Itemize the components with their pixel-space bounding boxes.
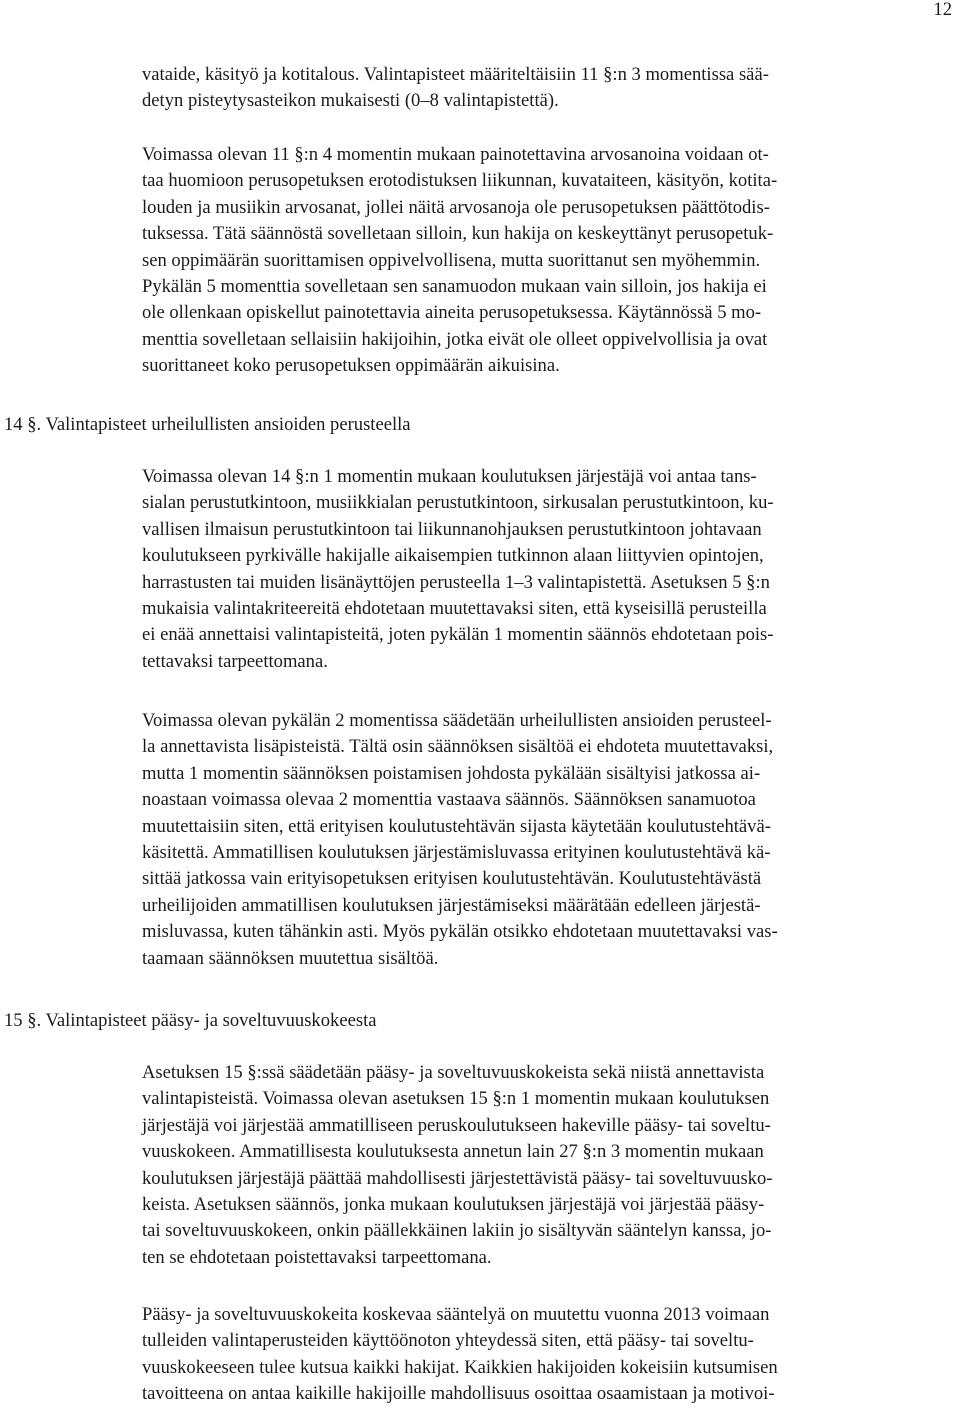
text-line: noastaan voimassa olevaa 2 momenttia vastaava säännös. Säännöksen sanamuotoa [142, 789, 756, 811]
text-line: suorittaneet koko perusopetuksen oppimäärän aikuisina. [142, 355, 560, 377]
text-line: muutettaisiin siten, että erityisen koulutustehtävän sijasta käytetään koulutustehtävä- [142, 815, 771, 837]
text-line: koulutuksen järjestäjä päättää mahdollisesti järjestettävistä pääsy- tai soveltuvuusko- [142, 1167, 773, 1189]
text-line: sittää jatkossa vain erityisopetuksen erityisen koulutustehtävän. Koulutustehtävästä [142, 868, 762, 890]
text-line: taa huomioon perusopetuksen erotodistuksen liikunnan, kuvataiteen, käsityön, kotita- [142, 170, 778, 192]
text-line: menttia sovelletaan sellaisiin hakijoihin, jotka eivät ole olleet oppivelvollisia ja ovat [142, 328, 768, 350]
text-line: valintapisteistä. Voimassa olevan asetuksen 15 §:n 1 momentin mukaan koulutuksen [142, 1088, 770, 1110]
text-line: harrastusten tai muiden lisänäyttöjen perusteella 1–3 valintapistettä. Asetuksen 5 §:n [142, 571, 770, 593]
text-line: keista. Asetuksen säännös, jonka mukaan koulutuksen järjestäjä voi järjestää pääsy- [142, 1193, 765, 1215]
text-line: ole ollenkaan opiskellut painotettavia aineita perusopetuksessa. Käytännössä 5 mo- [142, 302, 762, 324]
text-line: Voimassa olevan 11 §:n 4 momentin mukaan painotettavina arvosanoina voidaan ot- [142, 144, 769, 165]
text-line: Asetuksen 15 §:ssä säädetään pääsy- ja soveltuvuuskokeista sekä niistä annettavista [142, 1062, 765, 1083]
paragraph [142, 142, 956, 380]
text-line: detyn pisteytysasteikon mukaisesti (0–8 valintapistettä). [142, 90, 559, 112]
text-line: tettavaksi tarpeettomana. [142, 650, 328, 672]
text-line: sialan perustutkintoon, musiikkialan perustutkintoon, sirkusalan perustutkintoon, ku- [142, 492, 774, 514]
page-number: 12 [933, 0, 952, 20]
text-line: Pääsy- ja soveltuvuuskokeita koskevaa sääntelyä on muutettu vuonna 2013 voimaan [142, 1304, 770, 1325]
text-line: vuuskokeeseen tulee kutsua kaikki hakijat. Kaikkien hakijoiden kokeisiin kutsumisen [142, 1356, 778, 1378]
paragraph [142, 1302, 956, 1408]
text-line: la annettavista lisäpisteistä. Tältä osin säännöksen sisältöä ei ehdoteta muutettavaksi, [142, 736, 774, 758]
text-line: Voimassa olevan 14 §:n 1 momentin mukaan koulutuksen järjestäjä voi antaa tans- [142, 466, 757, 487]
text-line: ei enää annettaisi valintapisteitä, joten pykälän 1 momentin säännös ehdotetaan pois- [142, 624, 774, 646]
text-line: sen oppimäärän suorittamisen oppivelvollisena, mutta suorittanut sen myöhemmin. [142, 249, 761, 271]
text-line: tavoitteena on antaa kaikille hakijoille mahdollisuus osoittaa osaamistaan ja motivoi- [142, 1383, 775, 1405]
text-line: vuuskokeen. Ammatillisesta koulutuksesta annetun lain 27 §:n 3 momentin mukaan [142, 1141, 764, 1163]
text-line: vallisen ilmaisun perustutkintoon tai liikunnanohjauksen perustutkintoon johtavaan [142, 518, 762, 540]
paragraph [142, 62, 956, 115]
paragraph [142, 464, 956, 675]
text-line: taamaan säännöksen muutettua sisältöä. [142, 947, 439, 969]
text-line: misluvassa, kuten tähänkin asti. Myös pykälän otsikko ehdotetaan muutettavaksi vas- [142, 921, 778, 943]
text-line: louden ja musiikin arvosanat, jollei näitä arvosanoja ole perusopetuksen päättötodis- [142, 196, 770, 218]
text-line: mutta 1 momentin säännöksen poistamisen johdosta pykälään sisältyisi jatkossa ai- [142, 762, 761, 784]
paragraph [142, 708, 956, 972]
text-line: vataide, käsityö ja kotitalous. Valintapisteet määriteltäisiin 11 §:n 3 momentissa sää- [142, 64, 769, 85]
paragraph [142, 1060, 956, 1271]
text-line: ten se ehdotetaan poistettavaksi tarpeettomana. [142, 1246, 492, 1268]
text-line: tai soveltuvuuskokeen, onkin päällekkäinen lakiin jo sisältyvän sääntelyn kanssa, jo- [142, 1220, 772, 1242]
text-line: järjestäjä voi järjestää ammatilliseen peruskoulutukseen hakeville pääsy- tai soveltu- [142, 1114, 771, 1136]
text-line: tulleiden valintaperusteiden käyttöönoton yhteydessä siten, että pääsy- tai soveltu- [142, 1330, 754, 1352]
text-line: Pykälän 5 momenttia sovelletaan sen sanamuodon mukaan vain silloin, jos hakija ei [142, 275, 767, 297]
text-line: koulutukseen pyrkivälle hakijalle aikaisempien tutkinnon alaan liittyvien opintojen, [142, 545, 764, 567]
section-heading: 14 §. Valintapisteet urheilullisten ansioiden perusteella [4, 414, 411, 435]
text-line: mukaisia valintakriteereitä ehdotetaan muutettavaksi siten, että kyseisillä perusteilla [142, 597, 767, 619]
text-line: urheilijoiden ammatillisen koulutuksen järjestämiseksi määrätään edelleen järjestä- [142, 894, 761, 916]
section-heading: 15 §. Valintapisteet pääsy- ja soveltuvuuskokeesta [4, 1010, 377, 1031]
text-line: Voimassa olevan pykälän 2 momentissa säädetään urheilullisten ansioiden perusteel- [142, 710, 772, 731]
text-line: tuksessa. Tätä säännöstä sovelletaan silloin, kun hakija on keskeyttänyt perusopetuk- [142, 223, 774, 245]
text-line: käsitettä. Ammatillisen koulutuksen järjestämisluvassa erityinen koulutustehtävä kä- [142, 841, 771, 863]
